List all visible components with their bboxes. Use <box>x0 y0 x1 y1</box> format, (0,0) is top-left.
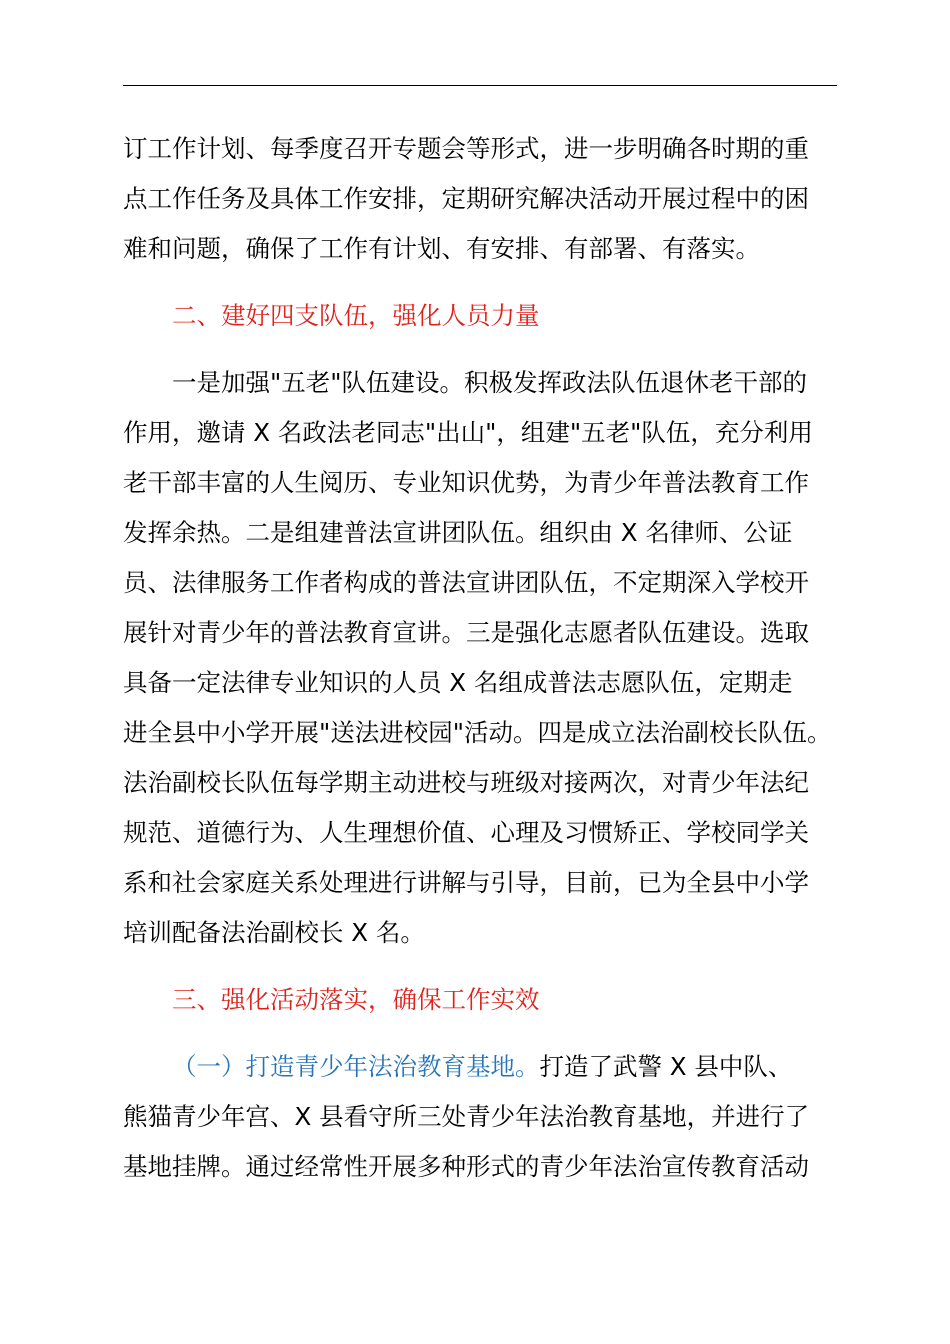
text-line: 培训配备法治副校长 X 名。 <box>123 918 425 947</box>
section-heading-two: 二、建好四支队伍，强化人员力量 <box>172 301 540 330</box>
text-line: 系和社会家庭关系处理进行讲解与引导，目前，已为全县中小学 <box>123 868 809 897</box>
text-line: 一是加强"五老"队伍建设。积极发挥政法队伍退休老干部的 <box>172 368 808 397</box>
text-line: 发挥余热。二是组建普法宣讲团队伍。组织由 X 名律师、公证 <box>123 518 793 547</box>
text-line: 展针对青少年的普法教育宣讲。三是强化志愿者队伍建设。选取 <box>123 618 809 647</box>
text-line <box>123 1042 843 1092</box>
text-line: 订工作计划、每季度召开专题会等形式，进一步明确各时期的重 <box>123 134 809 163</box>
text-line: 法治副校长队伍每学期主动进校与班级对接两次，对青少年法纪 <box>123 768 809 797</box>
text-line: 进全县中小学开展"送法进校园"活动。四是成立法治副校长队伍。 <box>123 718 832 747</box>
text-line: 基地挂牌。通过经常性开展多种形式的青少年法治宣传教育活动 <box>123 1152 809 1181</box>
paragraph-four-teams <box>123 358 843 958</box>
text-line: 作用，邀请 X 名政法老同志"出山"，组建"五老"队伍，充分利用 <box>123 418 813 447</box>
text-line: 老干部丰富的人生阅历、专业知识优势，为青少年普法教育工作 <box>123 468 809 497</box>
text-line: 难和问题，确保了工作有计划、有安排、有部署、有落实。 <box>123 234 760 263</box>
subsection-heading: （一）打造青少年法治教育基地。 <box>172 1052 540 1081</box>
paragraph-education-base <box>123 1042 843 1192</box>
text-run: 打造了武警 X 县中队、 <box>539 1052 793 1081</box>
text-line: 熊猫青少年宫、X 县看守所三处青少年法治教育基地，并进行了 <box>123 1102 810 1131</box>
document-body <box>123 124 843 1192</box>
section-heading-three: 三、强化活动落实，确保工作实效 <box>172 985 540 1014</box>
text-line: 点工作任务及具体工作安排，定期研究解决活动开展过程中的困 <box>123 184 809 213</box>
paragraph-work-plan <box>123 124 843 274</box>
header-rule <box>123 85 837 86</box>
text-line: 具备一定法律专业知识的人员 X 名组成普法志愿队伍，定期走 <box>123 668 793 697</box>
text-line: 员、法律服务工作者构成的普法宣讲团队伍，不定期深入学校开 <box>123 568 809 597</box>
text-line: 规范、道德行为、人生理想价值、心理及习惯矫正、学校同学关 <box>123 818 809 847</box>
